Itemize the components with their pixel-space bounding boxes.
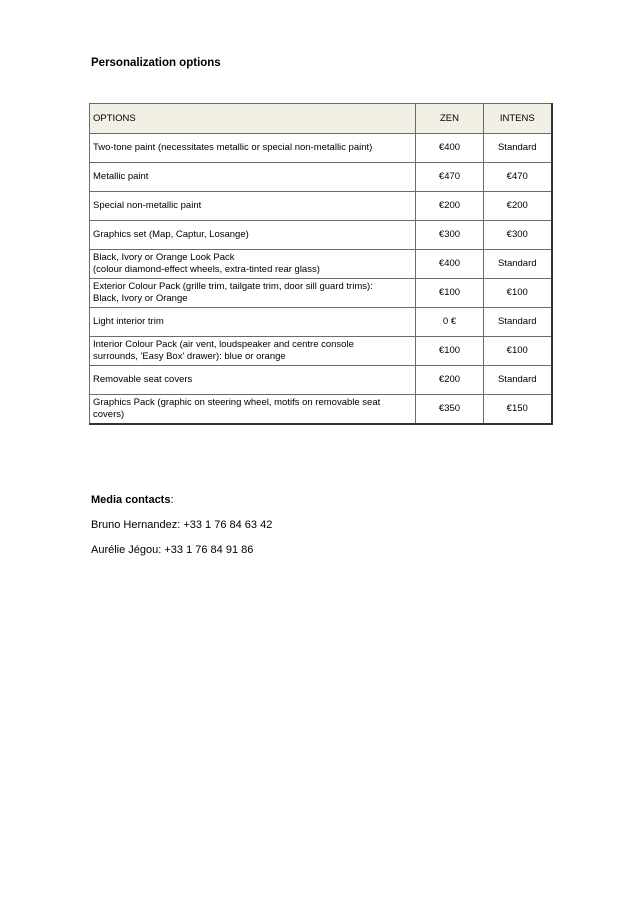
zen-price: €100 (416, 337, 484, 366)
table-row (90, 250, 552, 279)
zen-price: €200 (416, 192, 484, 221)
option-cell (90, 192, 416, 221)
option-cell (90, 279, 416, 308)
table-row (90, 308, 552, 337)
option-name: Interior Colour Pack (air vent, loudspeaker and centre console (93, 339, 354, 350)
media-contacts-label: Media contacts (91, 494, 171, 506)
media-contacts-colon: : (170, 494, 174, 506)
zen-price: €400 (416, 250, 484, 279)
options-table (89, 103, 553, 425)
option-name: Exterior Colour Pack (grille trim, tailgate trim, door sill guard trims): (93, 281, 373, 292)
zen-price: €350 (416, 395, 484, 425)
table-row (90, 221, 552, 250)
zen-price: 0 € (416, 308, 484, 337)
table-row (90, 134, 552, 163)
option-cell (90, 163, 416, 192)
option-name: Metallic paint (93, 171, 149, 182)
zen-price: €470 (416, 163, 484, 192)
table-row (90, 337, 552, 366)
table-row (90, 192, 552, 221)
intens-price: €100 (484, 337, 552, 366)
intens-price: €200 (484, 192, 552, 221)
zen-price: €100 (416, 279, 484, 308)
intens-price: Standard (484, 366, 552, 395)
intens-price: Standard (484, 308, 552, 337)
option-name: Two-tone paint (necessitates metallic or special non-metallic paint) (93, 142, 373, 153)
contact-line: Bruno Hernandez: +33 1 76 84 63 42 (91, 519, 273, 531)
intens-price: €100 (484, 279, 552, 308)
table-row (90, 279, 552, 308)
intens-price: Standard (484, 134, 552, 163)
option-cell (90, 221, 416, 250)
header-intens: INTENS (484, 104, 552, 134)
option-name: Removable seat covers (93, 374, 193, 385)
zen-price: €400 (416, 134, 484, 163)
table-body (90, 134, 552, 425)
media-contacts-heading (91, 494, 174, 506)
intens-price: €300 (484, 221, 552, 250)
intens-price: €470 (484, 163, 552, 192)
contact-line: Aurélie Jégou: +33 1 76 84 91 86 (91, 544, 254, 556)
option-name: Graphics Pack (graphic on steering wheel, motifs on removable seat (93, 397, 381, 408)
option-name: Special non-metallic paint (93, 200, 202, 211)
zen-price: €300 (416, 221, 484, 250)
intens-price: €150 (484, 395, 552, 425)
option-detail: covers) (93, 409, 125, 420)
option-cell (90, 366, 416, 395)
option-name: Graphics set (Map, Captur, Losange) (93, 229, 249, 240)
table-header-row (90, 104, 552, 134)
option-detail: Black, Ivory or Orange (93, 293, 188, 304)
option-name: Black, Ivory or Orange Look Pack (93, 252, 235, 263)
page-title: Personalization options (91, 57, 221, 69)
option-name: Light interior trim (93, 316, 164, 327)
header-options: OPTIONS (90, 104, 416, 134)
zen-price: €200 (416, 366, 484, 395)
table-row (90, 163, 552, 192)
header-zen: ZEN (416, 104, 484, 134)
option-cell (90, 134, 416, 163)
option-detail: (colour diamond-effect wheels, extra-tinted rear glass) (93, 264, 320, 275)
intens-price: Standard (484, 250, 552, 279)
option-cell (90, 337, 416, 366)
option-cell (90, 308, 416, 337)
option-cell (90, 250, 416, 279)
option-cell (90, 395, 416, 425)
option-detail: surrounds, 'Easy Box' drawer): blue or orange (93, 351, 286, 362)
table-row (90, 395, 552, 425)
table-row (90, 366, 552, 395)
